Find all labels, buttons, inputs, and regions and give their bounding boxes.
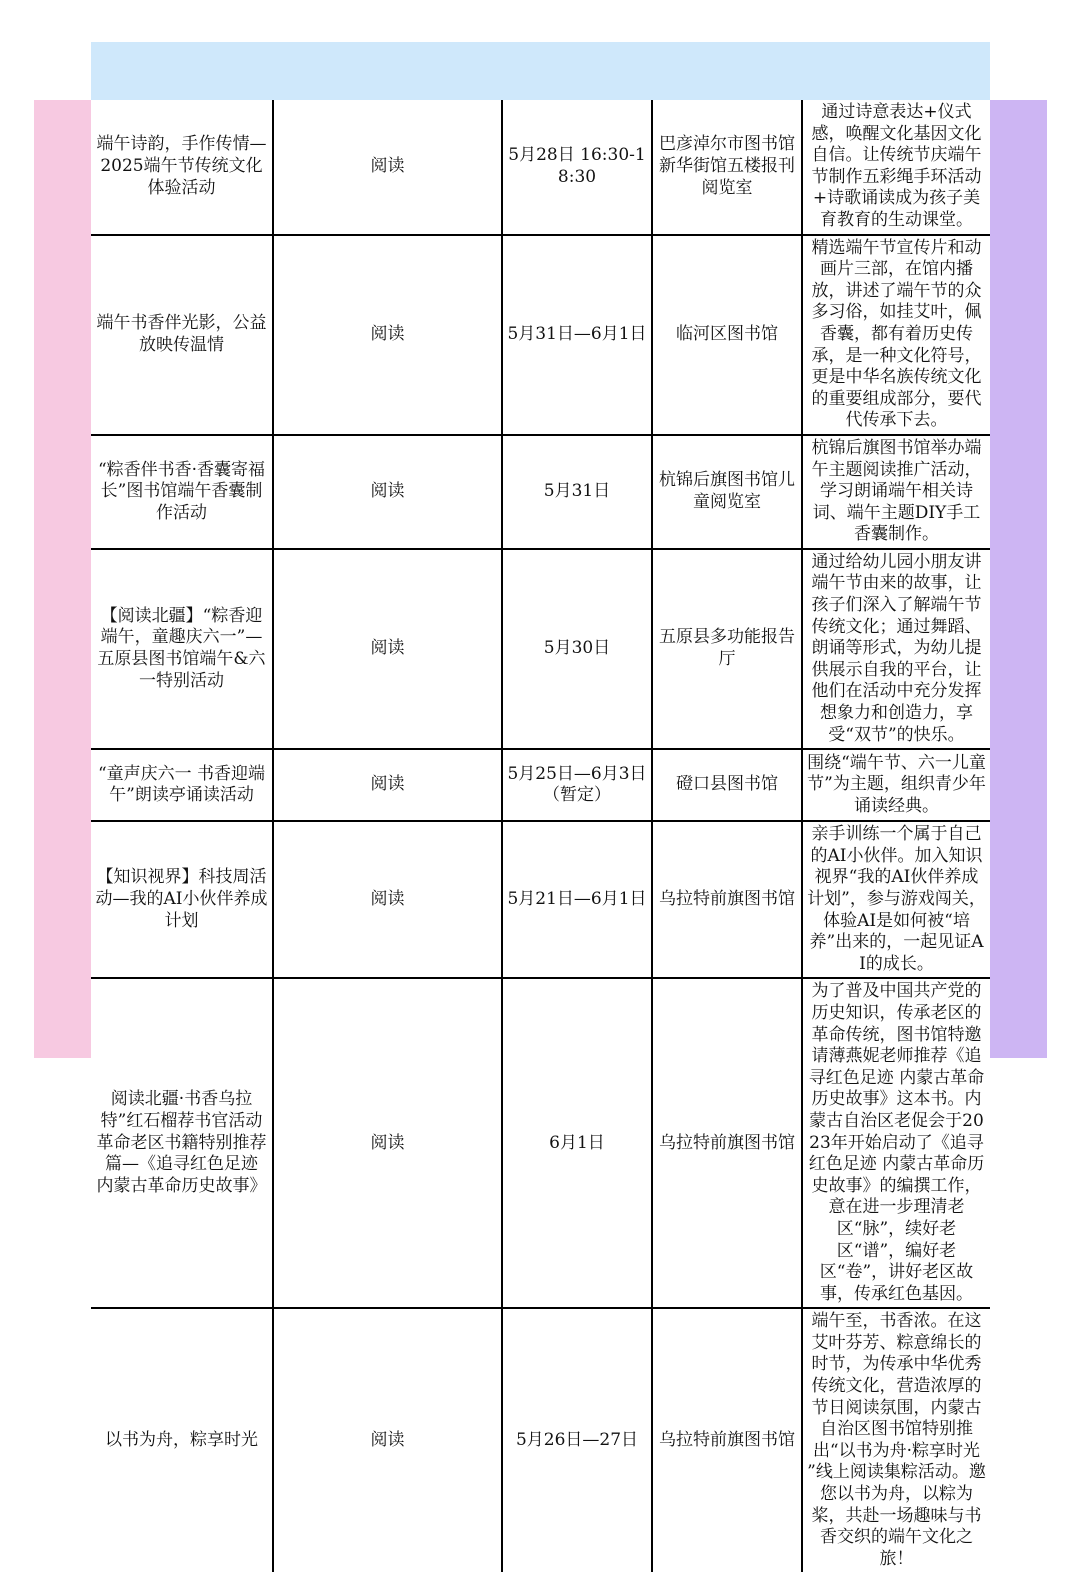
event-date: 6月1日: [502, 978, 652, 1308]
event-venue: 磴口县图书馆: [652, 749, 802, 821]
event-category: 阅读: [273, 978, 502, 1308]
event-category: 阅读: [273, 100, 502, 235]
table-row: [91, 978, 990, 1308]
top-color-band: [91, 42, 990, 100]
event-category: 阅读: [273, 1308, 502, 1572]
event-title: 以书为舟，粽享时光: [91, 1308, 273, 1572]
event-description: 通过给幼儿园小朋友讲端午节由来的故事，让孩子们深入了解端午节传统文化；通过舞蹈、朗诵等形式，为幼儿提供展示自我的平台，让他们在活动中充分发挥想象力和创造力，享受“双节”的快乐。: [802, 549, 990, 749]
event-date: 5月30日: [502, 549, 652, 749]
table-row: [91, 1308, 990, 1572]
event-venue: 乌拉特前旗图书馆: [652, 1308, 802, 1572]
event-category: 阅读: [273, 549, 502, 749]
event-title: 【知识视界】科技周活动—我的AI小伙伴养成计划: [91, 821, 273, 978]
event-date: 5月21日—6月1日: [502, 821, 652, 978]
events-table: [91, 100, 990, 1572]
event-category: 阅读: [273, 749, 502, 821]
event-description: 杭锦后旗图书馆举办端午主题阅读推广活动，学习朗诵端午相关诗词、端午主题DIY手工香囊制作。: [802, 435, 990, 549]
event-title: 端午诗韵，手作传情—2025端午节传统文化体验活动: [91, 100, 273, 235]
event-date: 5月31日—6月1日: [502, 235, 652, 435]
table-row: [91, 435, 990, 549]
event-title: 端午书香伴光影，公益放映传温情: [91, 235, 273, 435]
event-venue: 五原县多功能报告厅: [652, 549, 802, 749]
event-venue: 杭锦后旗图书馆儿童阅览室: [652, 435, 802, 549]
table-row: [91, 749, 990, 821]
right-color-band: [990, 100, 1047, 1058]
event-title: 【阅读北疆】“粽香迎端午，童趣庆六一”—五原县图书馆端午&六一特别活动: [91, 549, 273, 749]
event-venue: 巴彦淖尔市图书馆新华街馆五楼报刊阅览室: [652, 100, 802, 235]
event-description: 亲手训练一个属于自己的AI小伙伴。加入知识视界“我的AI伙伴养成计划”，参与游戏闯关，体验AI是如何被“培养”出来的，一起见证AI的成长。: [802, 821, 990, 978]
event-category: 阅读: [273, 821, 502, 978]
left-color-band: [34, 100, 91, 1058]
event-description: 围绕“端午节、六一儿童节”为主题，组织青少年诵读经典。: [802, 749, 990, 821]
event-venue: 乌拉特前旗图书馆: [652, 821, 802, 978]
event-title: 阅读北疆·书香乌拉特”红石榴荐书官活动革命老区书籍特别推荐篇—《追寻红色足迹 内蒙古革命历史故事》: [91, 978, 273, 1308]
event-date: 5月26日—27日: [502, 1308, 652, 1572]
table-row: [91, 100, 990, 235]
event-date: 5月25日—6月3日（暂定）: [502, 749, 652, 821]
event-date: 5月28日 16:30-18:30: [502, 100, 652, 235]
event-venue: 临河区图书馆: [652, 235, 802, 435]
event-title: “童声庆六一 书香迎端午”朗读亭诵读活动: [91, 749, 273, 821]
event-description: 通过诗意表达+仪式感，唤醒文化基因文化自信。让传统节庆端午节制作五彩绳手环活动+诗歌诵读成为孩子美育教育的生动课堂。: [802, 100, 990, 235]
table-row: [91, 549, 990, 749]
event-category: 阅读: [273, 435, 502, 549]
table-row: [91, 821, 990, 978]
event-venue: 乌拉特前旗图书馆: [652, 978, 802, 1308]
event-date: 5月31日: [502, 435, 652, 549]
event-description: 端午至，书香浓。在这艾叶芬芳、粽意绵长的时节，为传承中华优秀传统文化，营造浓厚的节日阅读氛围，内蒙古自治区图书馆特别推出“以书为舟·粽享时光 ”线上阅读集粽活动。邀您以书为舟，以粽为桨，共赴一场趣味与书香交织的端午文化之旅！: [802, 1308, 990, 1572]
event-description: 精选端午节宣传片和动画片三部，在馆内播放，讲述了端午节的众多习俗，如挂艾叶，佩香囊，都有着历史传承，是一种文化符号，更是中华名族传统文化的重要组成部分，要代代传承下去。: [802, 235, 990, 435]
event-description: 为了普及中国共产党的历史知识，传承老区的革命传统，图书馆特邀请薄燕妮老师推荐《追寻红色足迹 内蒙古革命历史故事》这本书。内蒙古自治区老促会于2023年开始启动了《追寻红色足迹 内蒙古革命历史故事》的编撰工作，意在进一步理清老区“脉”，续好老区“谱”，编好老区“卷”，讲好老区故事，传承红色基因。: [802, 978, 990, 1308]
table-row: [91, 235, 990, 435]
event-title: “粽香伴书香·香囊寄福长”图书馆端午香囊制作活动: [91, 435, 273, 549]
event-category: 阅读: [273, 235, 502, 435]
